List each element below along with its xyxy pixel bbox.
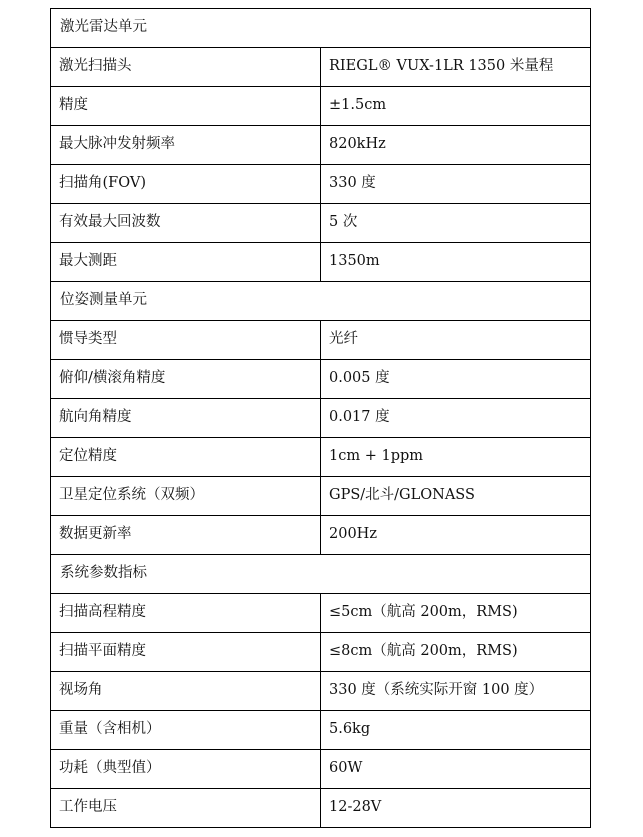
- spec-value: 5.6kg: [321, 711, 591, 750]
- spec-row: [51, 165, 591, 204]
- spec-value: 12-28V: [321, 789, 591, 828]
- spec-row: [51, 438, 591, 477]
- spec-row: [51, 711, 591, 750]
- spec-label: 重量（含相机）: [51, 711, 321, 750]
- spec-row: [51, 243, 591, 282]
- spec-value: 0.017 度: [321, 399, 591, 438]
- spec-value: 200Hz: [321, 516, 591, 555]
- spec-row: [51, 789, 591, 828]
- spec-label: 工作电压: [51, 789, 321, 828]
- spec-value: 0.005 度: [321, 360, 591, 399]
- spec-row: [51, 87, 591, 126]
- spec-value: 光纤: [321, 321, 591, 360]
- spec-label: 惯导类型: [51, 321, 321, 360]
- spec-label: 扫描平面精度: [51, 633, 321, 672]
- spec-row: [51, 321, 591, 360]
- section-header-row: [51, 9, 591, 48]
- spec-label: 卫星定位系统（双频）: [51, 477, 321, 516]
- spec-label: 有效最大回波数: [51, 204, 321, 243]
- spec-label: 定位精度: [51, 438, 321, 477]
- spec-row: [51, 672, 591, 711]
- spec-label: 扫描高程精度: [51, 594, 321, 633]
- spec-row: [51, 399, 591, 438]
- spec-value: ±1.5cm: [321, 87, 591, 126]
- spec-row: [51, 633, 591, 672]
- spec-row: [51, 360, 591, 399]
- spec-label: 激光扫描头: [51, 48, 321, 87]
- spec-value: ≤8cm（航高 200m，RMS): [321, 633, 591, 672]
- spec-label: 功耗（典型值）: [51, 750, 321, 789]
- spec-label: 最大脉冲发射频率: [51, 126, 321, 165]
- spec-value: 1350m: [321, 243, 591, 282]
- spec-label: 俯仰/横滚角精度: [51, 360, 321, 399]
- section-header-row: [51, 555, 591, 594]
- spec-value: 820kHz: [321, 126, 591, 165]
- spec-row: [51, 750, 591, 789]
- spec-value: GPS/北斗/GLONASS: [321, 477, 591, 516]
- spec-row: [51, 126, 591, 165]
- spec-value: 1cm + 1ppm: [321, 438, 591, 477]
- section-title: 系统参数指标: [51, 555, 591, 594]
- section-title: 激光雷达单元: [51, 9, 591, 48]
- spec-table: [50, 8, 591, 828]
- spec-row: [51, 594, 591, 633]
- spec-row: [51, 204, 591, 243]
- spec-value: 330 度（系统实际开窗 100 度）: [321, 672, 591, 711]
- spec-label: 视场角: [51, 672, 321, 711]
- spec-label: 扫描角(FOV): [51, 165, 321, 204]
- spec-row: [51, 477, 591, 516]
- spec-value: 330 度: [321, 165, 591, 204]
- spec-value: ≤5cm（航高 200m，RMS): [321, 594, 591, 633]
- spec-table-body: [51, 9, 591, 828]
- spec-row: [51, 48, 591, 87]
- spec-label: 航向角精度: [51, 399, 321, 438]
- spec-value: RIEGL® VUX-1LR 1350 米量程: [321, 48, 591, 87]
- spec-value: 5 次: [321, 204, 591, 243]
- spec-value: 60W: [321, 750, 591, 789]
- spec-label: 数据更新率: [51, 516, 321, 555]
- spec-label: 精度: [51, 87, 321, 126]
- section-header-row: [51, 282, 591, 321]
- section-title: 位姿测量单元: [51, 282, 591, 321]
- spec-label: 最大测距: [51, 243, 321, 282]
- spec-row: [51, 516, 591, 555]
